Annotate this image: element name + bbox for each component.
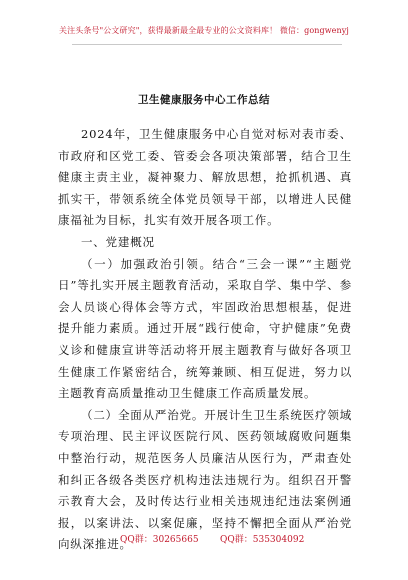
document-title: 卫生健康服务中心工作总结 [138, 94, 270, 106]
paragraph-intro: 2024年，卫生健康服务中心自觉对标对表市委、市政府和区党工委、管委会各项决策部署，结合卫生健康主责主业，凝神聚力、解放思想，抢抓机遇、真抓实干，带领系统全体党员领导干部，以增进人民健康福祉为目标，扎实有效开展各项工作。 [58, 127, 352, 228]
footer-qq-group-1: QQ群：30265665 [120, 535, 199, 545]
document-body [58, 124, 352, 556]
paragraph-political-guidance: （一）加强政治引领。结合“三会一课”“主题党日”等扎实开展主题教育活动，采取自学、集中学、参会人员谈心得体会等方式，牢固政治思想根基，促进提升能力素质。通过开展“践行使命，守护健康”免费义诊和健康宣讲等活动将开展主题教育与做好各项卫生健康工作紧密结合，统筹兼顾、相互促进，努力以主题教育高质量推动卫生健康工作高质量发展。 [58, 256, 352, 401]
paragraph-strict-governance: （二）全面从严治党。开展计生卫生系统医疗领域专项治理、民主评议医院行风、医药领域腐败问题集中整治行动，规范医务人员廉洁从医行为，严肃查处和纠正各级各类医疗机构违法违规行为。组织召开警示教育大会，及时传达行业相关违规违纪违法案例通报，以案讲法、以案促廉，坚持不懈把全面从严治党向纵深推进。 [58, 407, 352, 552]
promo-header: 关注头条号"公文研究"，获得最新最全最专业的公文资料库！ 微信：gongwenyj [59, 26, 349, 35]
footer-qq-group-2: QQ群：535304092 [220, 535, 305, 545]
section-heading-party-building: 一、党建概况 [81, 234, 155, 249]
header-divider [72, 44, 342, 45]
